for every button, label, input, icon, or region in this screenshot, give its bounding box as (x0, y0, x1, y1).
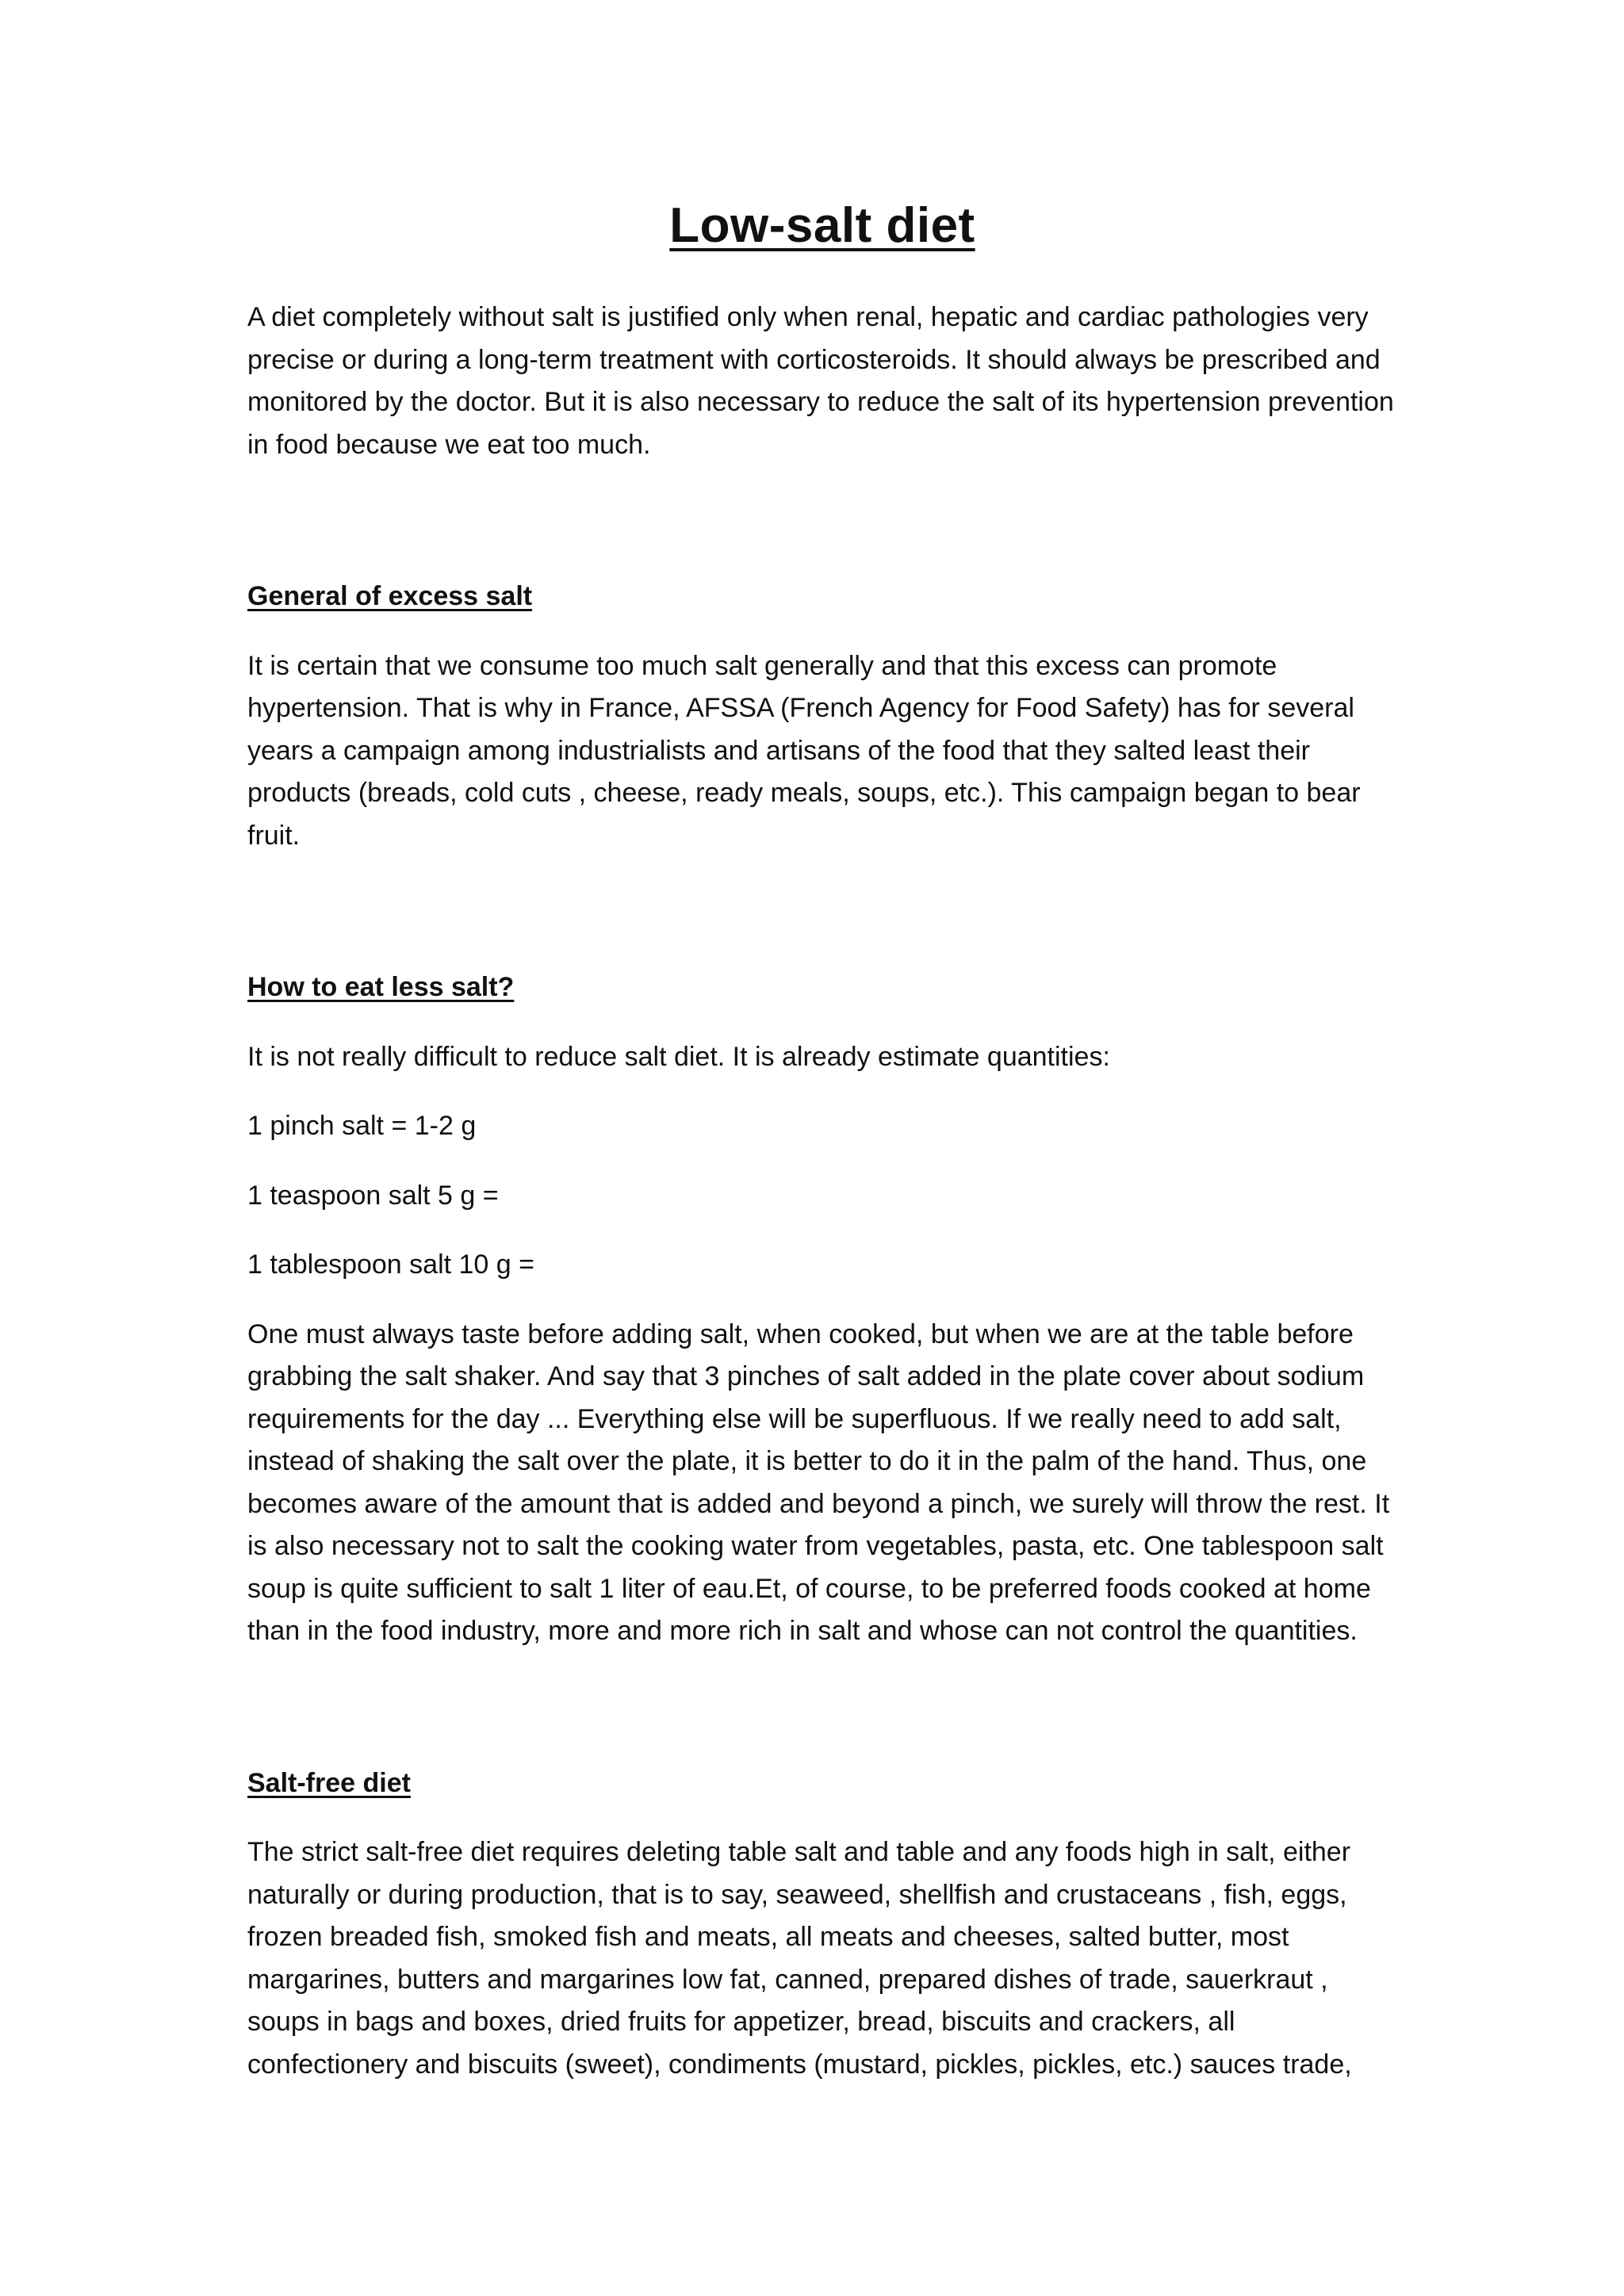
section-heading: How to eat less salt? (247, 972, 515, 1003)
section-paragraph: One must always taste before adding salt, when cooked, but when we are at the table before grabbing the salt shaker. And say that 3 pinches of salt added in the plate cover about sodium requirements for the day ... Everything else will be superfluous. If we really need to add salt, instead of shaking the salt over the plate, it is better to do it in the palm of the hand. Thus, one becomes aware of the amount that is added and beyond a pinch, we surely will throw the rest. It is also necessary not to salt the cooking water from vegetables, pasta, etc. One tablespoon salt soup is quite sufficient to salt 1 liter of eau.Et, of course, to be preferred foods cooked at home than in the food industry, more and more rich in salt and whose can not control the quantities. (247, 1318, 1390, 1647)
quantity-line: 1 pinch salt = 1-2 g (247, 1111, 477, 1142)
quantity-line: 1 teaspoon salt 5 g = (247, 1180, 499, 1211)
section-how-to-eat-less-salt (247, 966, 1397, 1653)
section-paragraph: It is certain that we consume too much salt generally and that this excess can promote hypertension. That is why in France, AFSSA (French Agency for Food Safety) has for several years a campaign among industrialists and artisans of the food that they salted least their products (breads, cold cuts , cheese, ready meals, soups, etc.). This campaign began to bear fruit. (247, 650, 1361, 851)
section-heading: General of excess salt (247, 581, 533, 612)
section-heading: Salt-free diet (247, 1767, 411, 1798)
section-spacer (247, 493, 1397, 576)
section-general-excess-salt (247, 576, 1397, 857)
document-body (247, 197, 1397, 2113)
quantity-line: 1 tablespoon salt 10 g = (247, 1249, 534, 1280)
section-paragraph: It is not really difficult to reduce salt diet. It is already estimate quantities: (247, 1041, 1110, 1072)
intro-paragraph: A diet completely without salt is justified only when renal, hepatic and cardiac pathologies very precise or during a long-term treatment with corticosteroids. It should always be prescribed and monitored by the doctor. But it is also necessary to reduce the salt of its hypertension prevention in food because we eat too much. (247, 302, 1394, 460)
section-paragraph: The strict salt-free diet requires deleting table salt and table and any foods high in salt, either naturally or during production, that is to say, seaweed, shellfish and crustaceans , fish, eggs, frozen breaded fish, smoked fish and meats, all meats and cheeses, salted butter, most margarines, butters and margarines low fat, canned, prepared dishes of trade, sauerkraut , soups in bags and boxes, dried fruits for appetizer, bread, biscuits and crackers, all confectionery and biscuits (sweet), condiments (mustard, pickles, pickles, etc.) sauces trade, (247, 1837, 1352, 2080)
document-title: Low-salt diet (669, 198, 975, 253)
section-salt-free-diet (247, 1762, 1397, 2087)
section-spacer (247, 1680, 1397, 1762)
section-spacer (247, 884, 1397, 966)
